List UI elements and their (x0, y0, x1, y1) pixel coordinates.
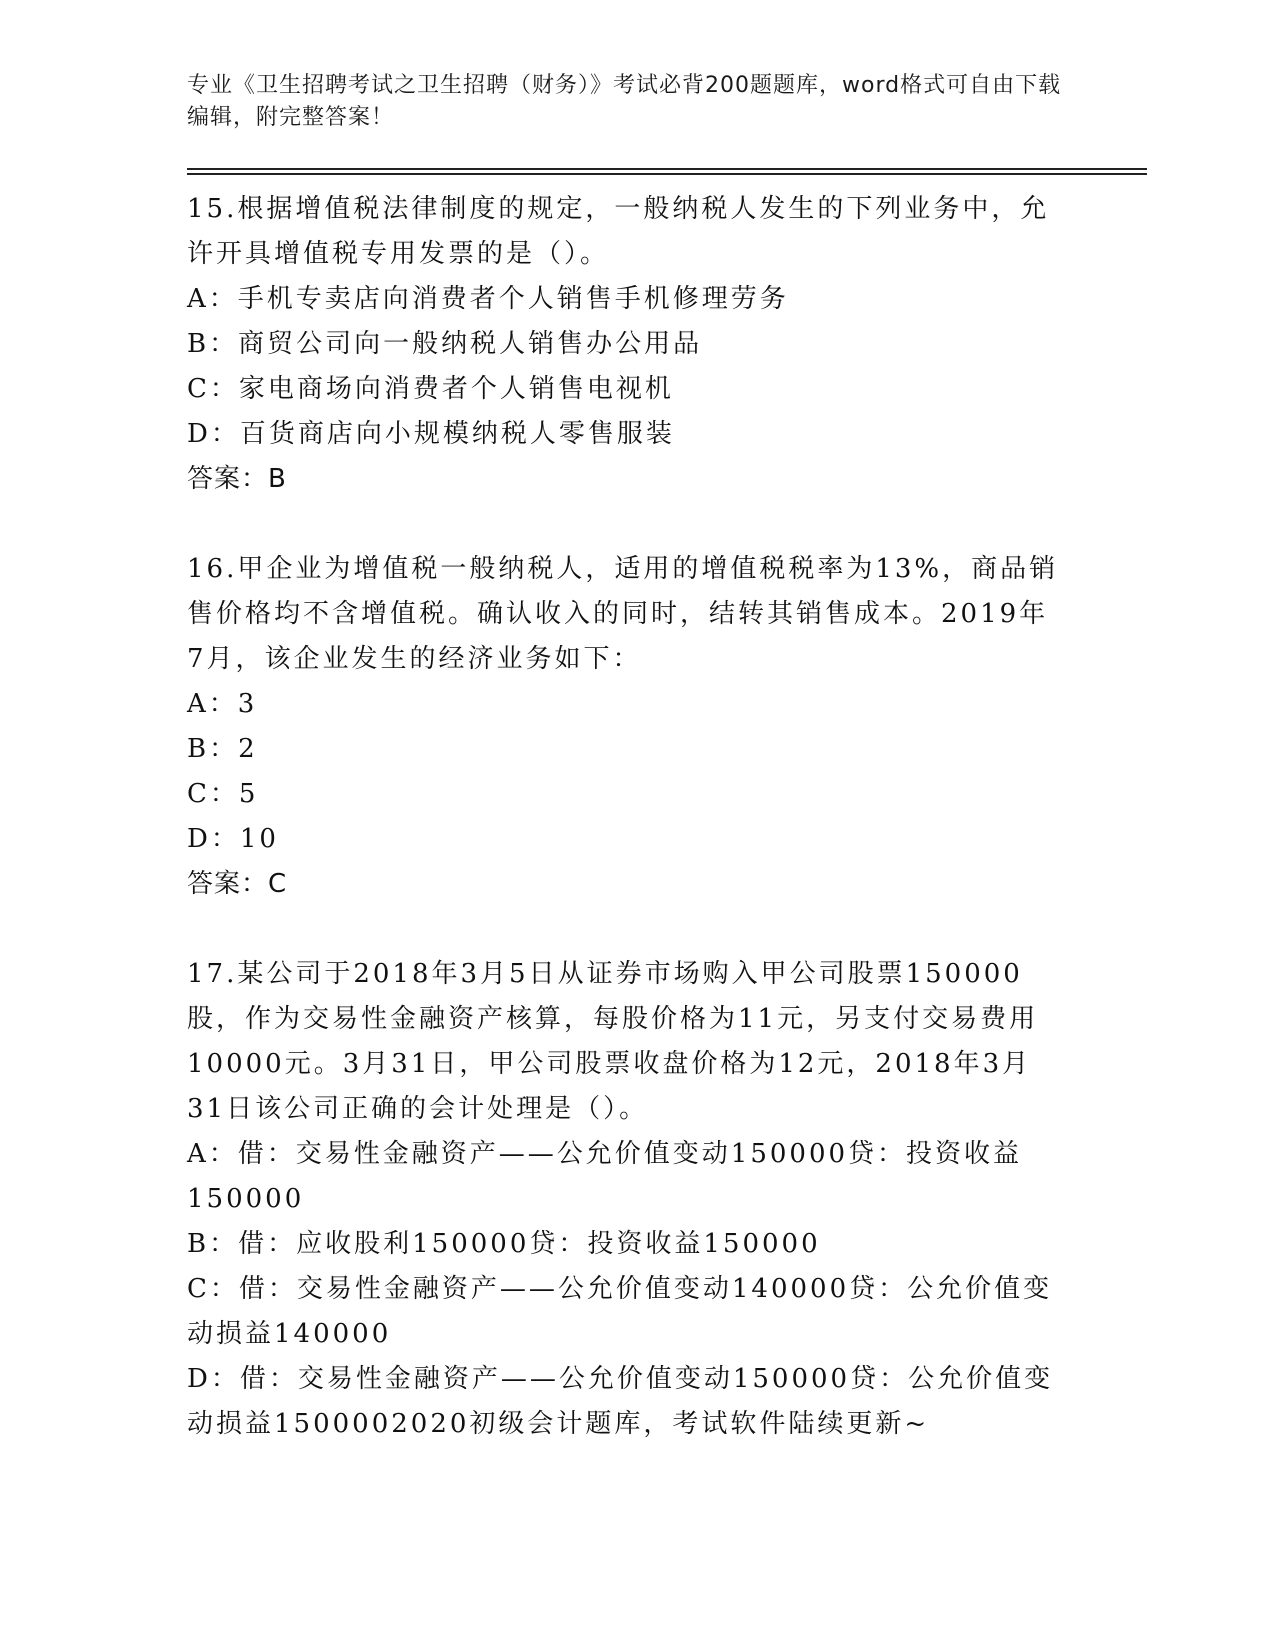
option-c: C：借：交易性金融资产——公允价值变动140000贷：公允价值变动损益140000 (187, 1274, 1053, 1349)
answer: 答案：C (187, 869, 288, 899)
option-c: C：5 (187, 779, 259, 809)
question-17 (187, 952, 1147, 1447)
option-d: D：10 (187, 824, 279, 854)
question-stem: 15.根据增值税法律制度的规定，一般纳税人发生的下列业务中，允许开具增值税专用发票的是（）。 (187, 194, 1050, 269)
option-b: B：商贸公司向一般纳税人销售办公用品 (187, 329, 703, 359)
option-a: A：手机专卖店向消费者个人销售手机修理劳务 (187, 284, 789, 314)
question-stem: 16.甲企业为增值税一般纳税人，适用的增值税税率为13%，商品销售价格均不含增值税。确认收入的同时，结转其销售成本。2019年7月，该企业发生的经济业务如下： (187, 554, 1059, 674)
question-15 (187, 187, 1147, 502)
document-header: 专业《卫生招聘考试之卫生招聘（财务）》考试必背200题题库，word格式可自由下载编辑，附完整答案！ (187, 73, 1062, 130)
answer: 答案：B (187, 464, 287, 494)
option-c: C：家电商场向消费者个人销售电视机 (187, 374, 674, 404)
option-b: B：借：应收股利150000贷：投资收益150000 (187, 1229, 821, 1259)
question-stem: 17.某公司于2018年3月5日从证券市场购入甲公司股票150000股，作为交易性金融资产核算，每股价格为11元，另支付交易费用10000元。3月31日，甲公司股票收盘价格为12元，2018年3月31日该公司正确的会计处理是（）。 (187, 959, 1039, 1124)
option-d: D：借：交易性金融资产——公允价值变动150000贷：公允价值变动损益1500002020初级会计题库，考试软件陆续更新~ (187, 1364, 1054, 1439)
question-list (187, 187, 1147, 1447)
option-b: B：2 (187, 734, 258, 764)
option-a: A：借：交易性金融资产——公允价值变动150000贷：投资收益150000 (187, 1139, 1023, 1214)
header-double-rule (187, 168, 1147, 175)
question-16 (187, 547, 1147, 907)
option-a: A：3 (187, 689, 258, 719)
option-d: D：百货商店向小规模纳税人零售服装 (187, 419, 675, 449)
document-page (187, 70, 1147, 1447)
